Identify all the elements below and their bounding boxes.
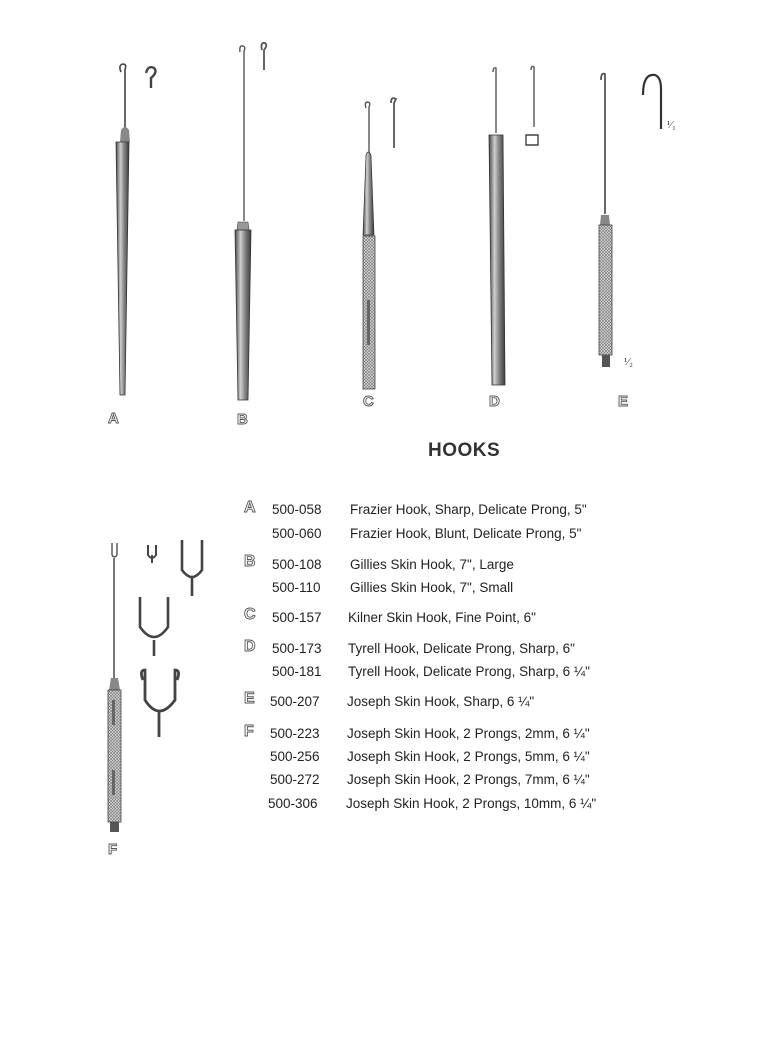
item-description: Tyrell Hook, Delicate Prong, Sharp, 6" xyxy=(348,641,575,656)
item-description: Gillies Skin Hook, 7", Large xyxy=(350,557,514,572)
item-description: Joseph Skin Hook, Sharp, 6 ¼" xyxy=(347,694,535,709)
item-code: 500-272 xyxy=(270,772,320,787)
item-code: 500-173 xyxy=(272,641,322,656)
item-code: 500-181 xyxy=(272,664,322,679)
item-code: 500-256 xyxy=(270,749,320,764)
hook-a-illustration xyxy=(116,64,155,395)
figure-label-c: C xyxy=(363,393,374,410)
item-description: Gillies Skin Hook, 7", Small xyxy=(350,580,514,595)
figure-label-d: D xyxy=(489,393,500,410)
figure-label-a: A xyxy=(108,410,119,427)
hook-b-illustration xyxy=(235,43,266,400)
item-description: Kilner Skin Hook, Fine Point, 6" xyxy=(348,610,536,625)
scale-mark-half: ¹⁄₂ xyxy=(624,356,633,368)
hook-d-illustration xyxy=(489,66,538,385)
item-code: 500-207 xyxy=(270,694,320,709)
item-description: Joseph Skin Hook, 2 Prongs, 10mm, 6 ¼" xyxy=(346,796,597,811)
page-title: HOOKS xyxy=(428,440,501,461)
group-letter-a: A xyxy=(244,499,256,516)
item-code: 500-060 xyxy=(272,526,322,541)
group-letter-c: C xyxy=(244,606,256,623)
hook-c-illustration xyxy=(363,98,396,389)
figure-label-b: B xyxy=(237,411,248,428)
hook-e-illustration xyxy=(599,74,661,367)
item-code: 500-306 xyxy=(268,796,318,811)
group-letter-f: F xyxy=(244,723,254,740)
item-description: Frazier Hook, Sharp, Delicate Prong, 5" xyxy=(350,502,587,517)
item-code: 500-157 xyxy=(272,610,322,625)
scale-mark-full: ¹⁄₁ xyxy=(667,119,676,131)
item-code: 500-108 xyxy=(272,557,322,572)
item-description: Tyrell Hook, Delicate Prong, Sharp, 6 ¼" xyxy=(348,664,590,679)
figure-label-e: E xyxy=(618,393,629,410)
item-description: Frazier Hook, Blunt, Delicate Prong, 5" xyxy=(350,526,582,541)
group-letter-b: B xyxy=(244,553,256,570)
figure-label-f: F xyxy=(108,841,118,858)
group-letter-e: E xyxy=(244,690,255,707)
group-letter-d: D xyxy=(244,638,256,655)
item-description: Joseph Skin Hook, 2 Prongs, 2mm, 6 ¼" xyxy=(347,726,590,741)
item-code: 500-058 xyxy=(272,502,322,517)
hook-f-illustration xyxy=(108,540,202,832)
item-description: Joseph Skin Hook, 2 Prongs, 7mm, 6 ¼" xyxy=(347,772,590,787)
item-code: 500-110 xyxy=(272,580,321,595)
item-description: Joseph Skin Hook, 2 Prongs, 5mm, 6 ¼" xyxy=(347,749,590,764)
item-code: 500-223 xyxy=(270,726,320,741)
